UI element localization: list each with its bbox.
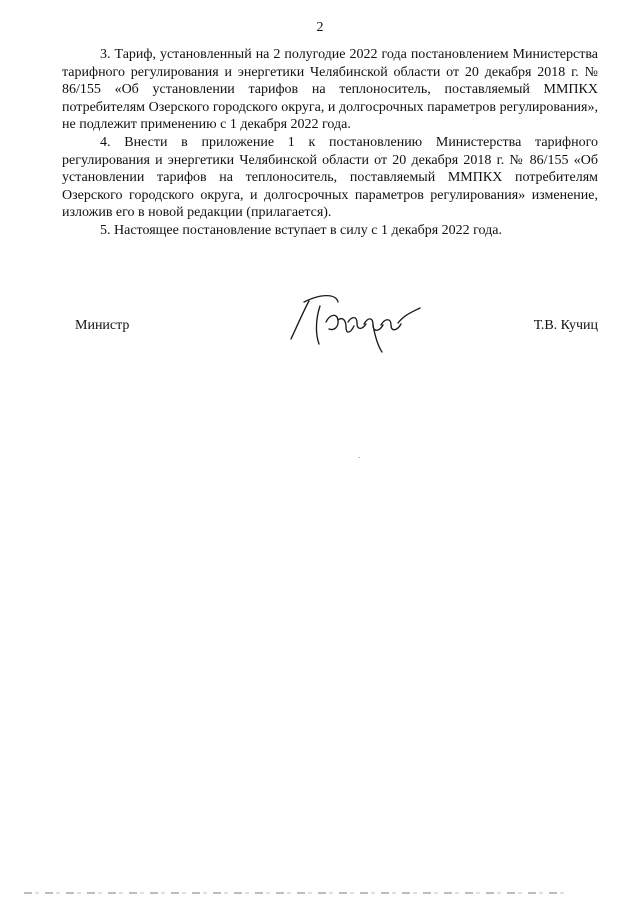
paragraph-4: 4. Внести в приложение 1 к постановлению Министерства тарифного регулирования и энергетики Челябинской области от 20 декабря 2018 г. № 86/155 «Об установлении тарифов на теплоноситель, поставляемый ММПКХ потребителям Озерского городского округа, и долгосрочных параметров регулирования» изменение, изложив его в новой редакции (прилагается). (62, 134, 598, 221)
handwritten-signature (286, 286, 446, 356)
paragraph-5: 5. Настоящее постановление вступает в силу с 1 декабря 2022 года. (100, 222, 502, 238)
scan-dot (358, 457, 360, 458)
paragraph-3: 3. Тариф, установленный на 2 полугодие 2022 года постановлением Министерства тарифного регулирования и энергетики Челябинской области от 20 декабря 2018 г. № 86/155 «Об установлении тарифов на теплоноситель, поставляемый ММПКХ потребителям Озерского городского округа, и долгосрочных параметров регулирования», не подлежит применению с 1 декабря 2022 года. (62, 47, 598, 133)
document-body (62, 46, 598, 240)
scan-artifact (24, 892, 564, 894)
signer-position: Министр (75, 318, 130, 333)
signer-name: Т.В. Кучиц (533, 318, 598, 333)
page-number: 2 (316, 20, 324, 35)
